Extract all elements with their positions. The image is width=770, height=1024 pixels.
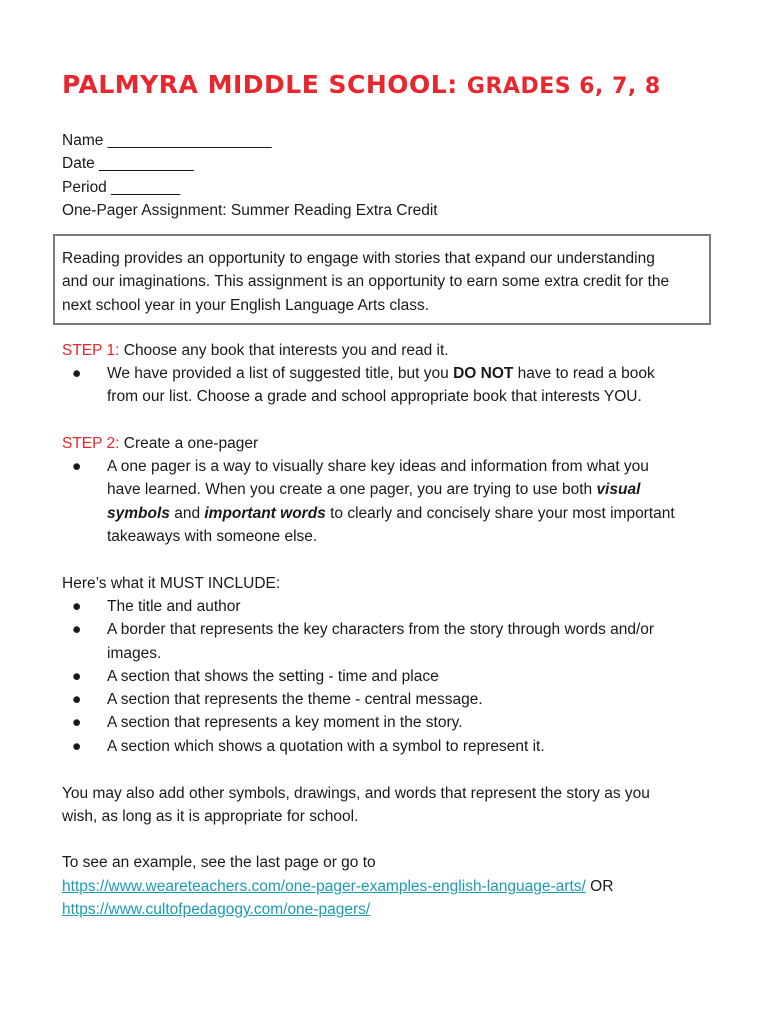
list-item-continuation: [62, 642, 654, 665]
step2-line2: have learned. When you create a one pager, you are trying to use both: [107, 481, 597, 499]
requirements-heading: Here’s what it MUST INCLUDE:: [62, 575, 281, 592]
assignment-title: One-Pager Assignment: Summer Reading Extra Credit: [62, 202, 438, 219]
intro-line-3: next school year in your English Language Arts class.: [62, 296, 430, 314]
cultofpedagogy-link[interactable]: https://www.cultofpedagogy.com/one-pagers/: [62, 901, 371, 918]
requirement-quotation: A section which shows a quotation with a symbol to represent it.: [107, 737, 545, 755]
list-item-continuation: [62, 478, 675, 501]
weareteachers-link[interactable]: https://www.weareteachers.com/one-pager-examples-english-language-arts/: [62, 878, 586, 895]
step2-text: Create a one-pager: [119, 435, 259, 452]
list-item: [62, 688, 654, 711]
step2-list: [62, 455, 675, 548]
bullet-icon: ●: [72, 621, 82, 639]
do-not-emphasis: DO NOT: [453, 365, 514, 382]
bullet-icon: ●: [72, 458, 82, 475]
page-title: [62, 70, 661, 99]
bullet-icon: ●: [72, 598, 82, 615]
extra-line-1: You may also add other symbols, drawings, and words that represent the story as you: [62, 785, 650, 802]
title-main: PALMYRA MIDDLE SCHOOL:: [62, 70, 458, 99]
date-field: Date ___________: [62, 155, 194, 172]
intro-line-1: Reading provides an opportunity to engage with stories that expand our understanding: [62, 250, 655, 267]
list-item-continuation: [62, 525, 675, 548]
step2-and: and: [169, 504, 205, 522]
step1-heading: [62, 339, 449, 362]
step2-line4: takeaways with someone else.: [107, 527, 318, 545]
list-item: [62, 455, 675, 478]
requirement-setting: A section that shows the setting - time and place: [107, 667, 439, 685]
step1-bullet-text: We have provided a list of suggested title, but you: [107, 365, 454, 382]
intro-box: [53, 234, 711, 325]
bullet-icon: ●: [72, 714, 82, 732]
step1-text: Choose any book that interests you and read it.: [119, 342, 449, 359]
title-grades: GRADES 6, 7, 8: [466, 74, 661, 99]
period-field: Period ________: [62, 179, 181, 196]
step2-line3-end: to clearly and concisely share your most important: [325, 504, 675, 522]
example-links-line: [62, 875, 613, 898]
step1-label: STEP 1:: [62, 342, 120, 359]
step2-line1: A one pager is a way to visually share key ideas and information from what you: [107, 458, 649, 475]
list-item-continuation: [62, 502, 675, 525]
requirement-border-line2: images.: [107, 644, 162, 662]
list-item: [62, 665, 654, 688]
visual-emphasis: visual: [596, 481, 641, 499]
step2-heading: [62, 432, 258, 455]
list-item-continuation: [62, 385, 655, 408]
step1-list: [62, 362, 655, 409]
or-text: OR: [585, 878, 614, 895]
important-words-emphasis: important words: [204, 504, 326, 522]
name-field: Name ___________________: [62, 132, 272, 149]
symbols-emphasis: symbols: [107, 504, 170, 522]
example-intro: To see an example, see the last page or go to: [62, 854, 376, 871]
requirement-key-moment: A section that represents a key moment in the story.: [107, 714, 463, 732]
list-item: [62, 735, 654, 758]
list-item: [62, 595, 654, 618]
bullet-icon: ●: [72, 737, 82, 755]
list-item: [62, 362, 655, 385]
bullet-icon: ●: [72, 691, 82, 709]
list-item: [62, 711, 654, 734]
requirements-list: [62, 595, 654, 758]
requirement-theme: A section that represents the theme - central message.: [107, 691, 483, 709]
step1-bullet-line2: from our list. Choose a grade and school appropriate book that interests YOU.: [107, 388, 642, 406]
list-item: [62, 618, 654, 641]
step1-bullet-text-end: have to read a book: [513, 365, 655, 382]
requirement-border: A border that represents the key characters from the story through words and/or: [107, 621, 655, 639]
example-link-2-line: [62, 898, 370, 921]
bullet-icon: ●: [72, 365, 82, 382]
step2-label: STEP 2:: [62, 435, 120, 452]
extra-line-2: wish, as long as it is appropriate for school.: [62, 808, 359, 825]
intro-line-2: and our imaginations. This assignment is an opportunity to earn some extra credit for the: [62, 273, 670, 291]
requirement-title-author: The title and author: [107, 598, 241, 615]
bullet-icon: ●: [72, 667, 82, 685]
